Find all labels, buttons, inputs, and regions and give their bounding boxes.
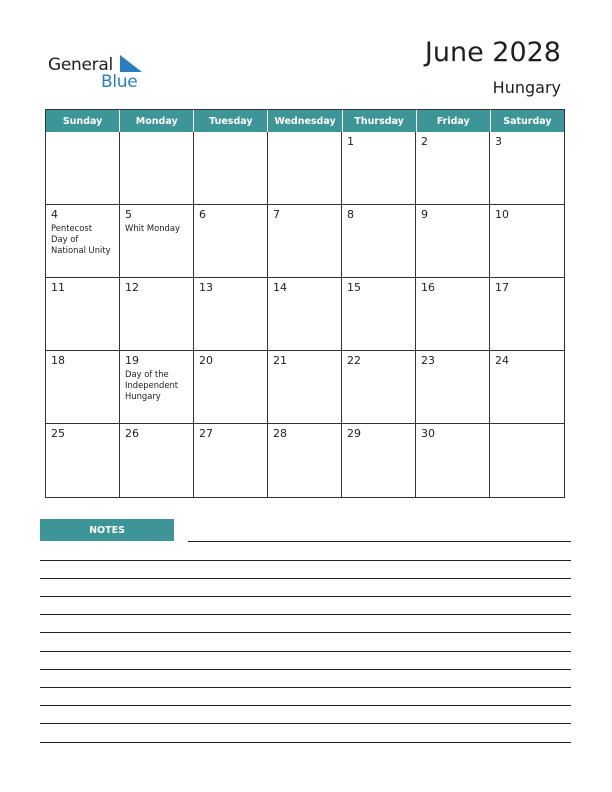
day-cell bbox=[416, 351, 490, 424]
note-line bbox=[40, 687, 571, 688]
note-line bbox=[40, 723, 571, 724]
day-cell bbox=[46, 205, 120, 278]
day-number: 3 bbox=[495, 135, 502, 148]
day-cell bbox=[342, 205, 416, 278]
day-number: 15 bbox=[347, 281, 361, 294]
day-cell bbox=[490, 205, 564, 278]
note-line bbox=[40, 560, 571, 561]
day-cell bbox=[120, 351, 194, 424]
note-line bbox=[40, 632, 571, 633]
day-cell bbox=[342, 132, 416, 205]
day-cell bbox=[342, 278, 416, 351]
day-number: 29 bbox=[347, 427, 361, 440]
weekday-saturday: Saturday bbox=[503, 115, 552, 127]
weekday-wednesday: Wednesday bbox=[268, 110, 342, 132]
note-line bbox=[188, 541, 571, 542]
day-number: 4 bbox=[51, 208, 58, 221]
day-number: 21 bbox=[273, 354, 287, 367]
day-number: 18 bbox=[51, 354, 65, 367]
day-cell bbox=[120, 205, 194, 278]
day-number: 23 bbox=[421, 354, 435, 367]
day-cell bbox=[268, 351, 342, 424]
generalblue-logo bbox=[48, 53, 158, 93]
day-number: 10 bbox=[495, 208, 509, 221]
day-cell bbox=[46, 132, 120, 205]
day-number: 26 bbox=[125, 427, 139, 440]
day-number: 16 bbox=[421, 281, 435, 294]
calendar-grid bbox=[45, 109, 565, 498]
day-number: 30 bbox=[421, 427, 435, 440]
day-cell bbox=[342, 351, 416, 424]
day-cell bbox=[194, 424, 268, 497]
day-cell bbox=[120, 132, 194, 205]
weekday-thursday: Thursday bbox=[343, 110, 417, 132]
note-line bbox=[40, 651, 571, 652]
day-cell bbox=[416, 278, 490, 351]
day-cell bbox=[46, 351, 120, 424]
day-cell bbox=[268, 132, 342, 205]
day-number: 1 bbox=[347, 135, 354, 148]
holiday-label: Day of the Independent Hungary bbox=[125, 369, 179, 402]
weekday-sunday: Sunday bbox=[46, 110, 120, 132]
day-cell bbox=[268, 424, 342, 497]
day-number: 9 bbox=[421, 208, 428, 221]
day-number: 13 bbox=[199, 281, 213, 294]
country-name: Hungary bbox=[492, 78, 561, 97]
logo-general-text: General bbox=[48, 55, 113, 75]
holiday-label: Whit Monday bbox=[125, 223, 180, 233]
weekday-tuesday: Tuesday bbox=[194, 110, 268, 132]
note-line bbox=[40, 614, 571, 615]
day-cell bbox=[268, 205, 342, 278]
day-number: 22 bbox=[347, 354, 361, 367]
day-cell bbox=[416, 424, 490, 497]
day-number: 27 bbox=[199, 427, 213, 440]
note-line bbox=[40, 669, 571, 670]
day-cell bbox=[416, 132, 490, 205]
weekday-monday: Monday bbox=[120, 110, 194, 132]
day-cell bbox=[194, 278, 268, 351]
note-line bbox=[40, 596, 571, 597]
day-cell bbox=[490, 132, 564, 205]
day-number: 11 bbox=[51, 281, 65, 294]
day-number: 6 bbox=[199, 208, 206, 221]
day-cell bbox=[46, 278, 120, 351]
day-cell bbox=[120, 278, 194, 351]
day-cell bbox=[342, 424, 416, 497]
day-cell bbox=[120, 424, 194, 497]
day-cell bbox=[490, 278, 564, 351]
note-line bbox=[40, 705, 571, 706]
day-cell bbox=[194, 351, 268, 424]
day-number: 17 bbox=[495, 281, 509, 294]
day-cell bbox=[194, 132, 268, 205]
month-title: June 2028 bbox=[424, 37, 561, 68]
day-number: 19 bbox=[125, 354, 139, 367]
day-number: 2 bbox=[421, 135, 428, 148]
day-cell bbox=[46, 424, 120, 497]
day-number: 24 bbox=[495, 354, 509, 367]
logo-blue-text: Blue bbox=[101, 72, 138, 92]
day-number: 28 bbox=[273, 427, 287, 440]
notes-label: NOTES bbox=[40, 519, 174, 541]
weekday-header bbox=[46, 110, 564, 132]
day-cell bbox=[490, 424, 564, 497]
holiday-label: Pentecost Day of National Unity bbox=[51, 223, 111, 256]
day-cell bbox=[416, 205, 490, 278]
day-cell bbox=[268, 278, 342, 351]
day-number: 8 bbox=[347, 208, 354, 221]
day-number: 7 bbox=[273, 208, 280, 221]
logo-flag-icon bbox=[120, 55, 142, 72]
weekday-friday: Friday bbox=[417, 110, 491, 132]
day-number: 20 bbox=[199, 354, 213, 367]
calendar-body bbox=[46, 132, 564, 497]
day-number: 25 bbox=[51, 427, 65, 440]
note-line bbox=[40, 742, 571, 743]
day-number: 14 bbox=[273, 281, 287, 294]
day-cell bbox=[194, 205, 268, 278]
day-number: 5 bbox=[125, 208, 132, 221]
day-cell bbox=[490, 351, 564, 424]
day-number: 12 bbox=[125, 281, 139, 294]
note-line bbox=[40, 578, 571, 579]
